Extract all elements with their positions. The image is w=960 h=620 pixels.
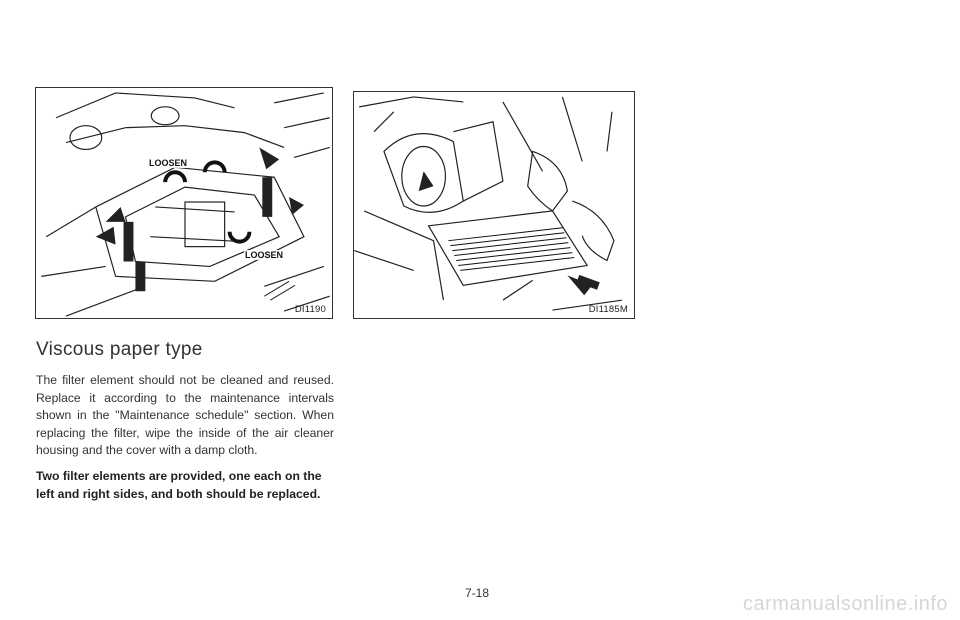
filter-removal-illustration (354, 92, 634, 318)
figure-filter-removal (353, 91, 635, 319)
section-heading: Viscous paper type (36, 339, 203, 360)
watermark: carmanualsonline.info (742, 593, 948, 615)
air-cleaner-cover-illustration (36, 88, 332, 318)
section-body-text: The filter element should not be cleaned and reused. Replace it according to the maintenance intervals shown in the "Maintenance schedule" section. When replacing the filter, wipe the inside of the air cleaner housing and the cover with a damp cloth. (36, 373, 334, 458)
loosen-callout-top: LOOSEN (149, 158, 188, 168)
figure-code: DI1190 (294, 304, 326, 315)
loosen-callout-bottom: LOOSEN (245, 250, 284, 260)
section-note-bold: Two filter elements are provided, one each on the left and right sides, and both should be replaced. (36, 469, 322, 501)
figure-code: DI1185M (588, 304, 628, 315)
figure-air-cleaner-cover (35, 87, 333, 319)
page-number: 7-18 (465, 586, 490, 600)
